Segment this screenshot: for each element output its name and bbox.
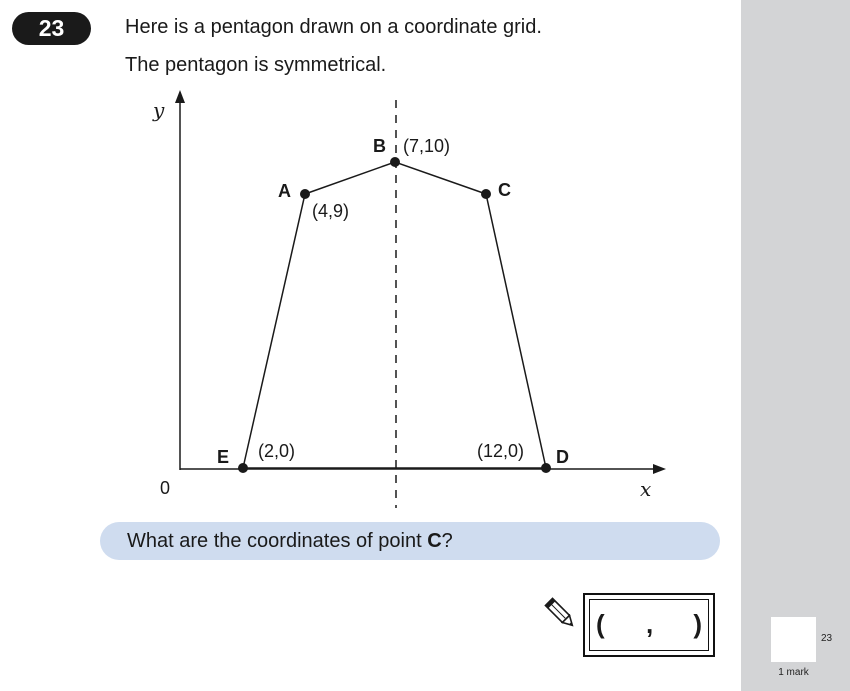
pentagon — [243, 162, 546, 468]
y-axis-label: y — [153, 98, 165, 122]
prompt-text: What are the coordinates of point C? — [127, 530, 453, 552]
point-c-label: C — [498, 180, 511, 200]
point-a-coords: (4,9) — [312, 201, 350, 221]
point-e-label: E — [217, 447, 230, 467]
point-b-coords: (7,10) — [403, 136, 451, 156]
point-a — [300, 189, 310, 199]
point-b — [390, 157, 400, 167]
answer-close-paren: ) — [693, 609, 702, 639]
margin-strip — [741, 0, 850, 691]
answer-separator: , — [646, 609, 654, 639]
question-number-badge: 23 — [12, 12, 91, 45]
margin-question-number: 23 — [821, 633, 833, 644]
x-axis-arrow — [653, 464, 666, 474]
point-d-label: D — [556, 447, 569, 467]
question-prompt — [100, 522, 720, 560]
point-b-label: B — [373, 136, 386, 156]
point-d-coords: (12,0) — [477, 441, 525, 461]
x-axis-label: x — [640, 477, 652, 501]
prompt-point-name: C — [427, 530, 442, 552]
marks-label: 1 mark — [778, 667, 809, 678]
origin-label: 0 — [160, 478, 171, 498]
point-e — [238, 463, 248, 473]
answer-box[interactable] — [583, 593, 715, 657]
y-axis-arrow — [175, 90, 185, 103]
point-d — [541, 463, 551, 473]
point-a-label: A — [278, 181, 291, 201]
mark-box — [771, 617, 816, 662]
pencil-icon — [544, 595, 578, 633]
question-text-line-1: Here is a pentagon drawn on a coordinate grid. — [125, 16, 542, 38]
point-e-coords: (2,0) — [258, 441, 296, 461]
answer-open-paren: ( — [596, 609, 605, 639]
point-c — [481, 189, 491, 199]
question-text-line-2: The pentagon is symmetrical. — [125, 54, 387, 76]
answer-field[interactable] — [589, 599, 709, 651]
